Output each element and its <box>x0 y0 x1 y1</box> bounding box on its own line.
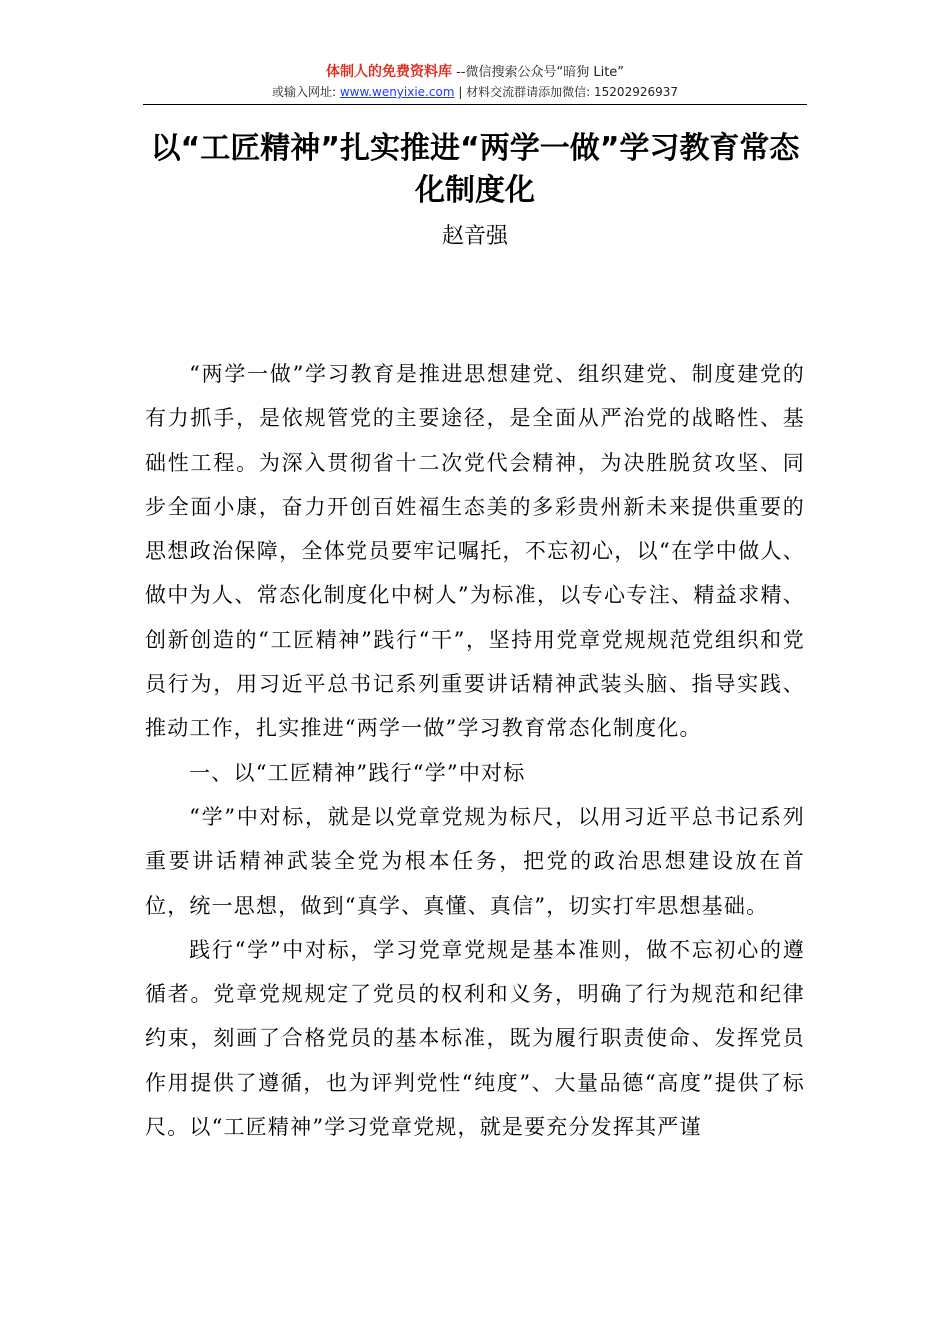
document-title <box>120 128 830 212</box>
header-url-prefix: 或输入网址: <box>271 85 340 99</box>
paragraph: “学”中对标，就是以党章党规为标尺，以用习近平总书记系列重要讲话精神武装全党为根本任务，把党的政治思想建设放在首位，统一思想，做到“真学、真懂、真信”，切实打牢思想基础。 <box>145 804 805 918</box>
header-brand[interactable]: 体制人的免费资料库 <box>325 64 452 80</box>
document-author: 赵音强 <box>441 224 508 249</box>
section-heading: 一、以“工匠精神”践行“学”中对标 <box>189 760 526 785</box>
header-brand-line <box>143 62 807 83</box>
paragraph: 践行“学”中对标，学习党章党规是基本准则，做不忘初心的遵循者。党章党规规定了党员的权利和义务，明确了行为规范和纪律约束，刻画了合格党员的基本标准，既为履行职责使命、发挥党员作用提供了遵循，也为评判党性“纯度”、大量品德“高度”提供了标尺。以“工匠精神”学习党章党规，就是要充分发挥其严谨 <box>145 937 805 1140</box>
header-website-link[interactable]: www.wenyixie.com <box>339 85 455 99</box>
paragraph-intro: “两学一做”学习教育是推进思想建党、组织建党、制度建党的有力抓手，是依规管党的主要途径，是全面从严治党的战略性、基础性工程。为深入贯彻省十二次党代会精神，为决胜脱贫攻坚、同步全面小康，奋力开创百姓福生态美的多彩贵州新未来提供重要的思想政治保障，全体党员要牢记嘱托，不忘初心，以“在学中做人、做中为人、常态化制度化中树人”为标准，以专心专注、精益求精、创新创造的“工匠精神”践行“干”，坚持用党章党规规范党组织和党员行为，用习近平总书记系列重要讲话精神武装头脑、指导实践、推动工作，扎实推进“两学一做”学习教育常态化制度化。 <box>145 362 805 741</box>
title-line-1: 以“工匠精神”扎实推进“两学一做”学习教育常态 <box>150 131 800 166</box>
header-contact-line <box>143 83 807 101</box>
header-tagline: --微信搜索公众号“暗狗 Lite” <box>451 65 625 80</box>
header-divider <box>143 104 807 105</box>
document-body <box>145 352 805 1149</box>
header-contact: | 材料交流群请添加微信: 15202926937 <box>454 85 679 99</box>
title-line-2: 化制度化 <box>415 173 535 208</box>
page-header <box>143 62 807 101</box>
